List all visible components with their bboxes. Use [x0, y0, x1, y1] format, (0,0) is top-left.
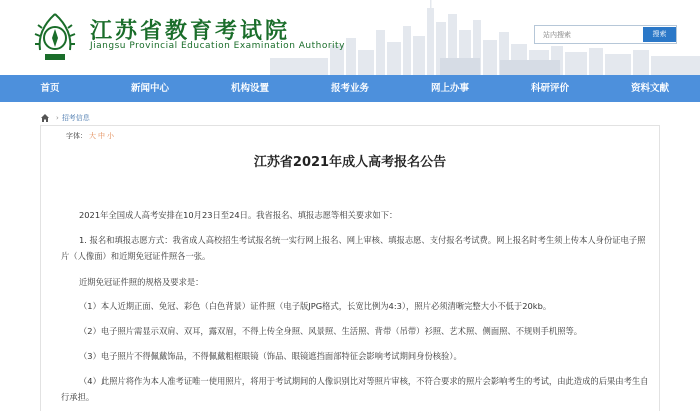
article-paragraph: 1. 报名和填报志愿方式：我省成人高校招生考试报名统一实行网上报名、网上审核、填报志愿、支付报名考试费。网上报名时考生须上传本人身份证电子照片（人像面）和近期免冠证件照各一张。	[61, 235, 646, 261]
search-button[interactable]: 搜索	[643, 27, 676, 42]
article-paragraph: （4）此照片将作为本人准考证唯一使用照片，将用于考试期间的人像识别比对等照片审核，不符合要求的照片会影响考生的考试，由此造成的后果由考生自行承担。	[61, 376, 649, 402]
font-size-large[interactable]: 大	[89, 132, 96, 140]
article-container	[40, 125, 660, 411]
nav-item-exam-services[interactable]: 报考业务	[330, 83, 369, 94]
site-subtitle: Jiangsu Provincial Education Examination Authority	[90, 41, 345, 51]
article-paragraph: （3）电子照片不得佩戴饰品，不得佩戴粗框眼镜（饰品、眼镜遮挡面部特征会影响考试期间身份核验）。	[79, 351, 462, 361]
home-icon[interactable]	[40, 113, 50, 123]
nav-item-organization[interactable]: 机构设置	[230, 83, 269, 94]
search-box	[534, 25, 677, 44]
nav-item-documents[interactable]: 资料文献	[630, 83, 669, 94]
article-title: 江苏省2021年成人高考报名公告	[253, 155, 447, 170]
font-size-small[interactable]: 小	[107, 132, 114, 140]
breadcrumb	[40, 111, 90, 125]
emblem-icon	[30, 10, 80, 64]
nav-item-home[interactable]: 首页	[40, 83, 60, 94]
site-title: 江苏省教育考试院	[90, 19, 291, 44]
breadcrumb-current[interactable]: 招考信息	[61, 114, 90, 122]
article-paragraph: 近期免冠证件照的规格及要求是：	[79, 277, 204, 287]
nav-item-research[interactable]: 科研评价	[530, 83, 569, 94]
site-header	[0, 0, 700, 75]
article-paragraph: 2021年全国成人高考安排在10月23日至24日。我省报名、填报志愿等相关要求如下：	[79, 210, 398, 220]
search-input[interactable]	[535, 26, 641, 43]
nav-item-news-center[interactable]: 新闻中心	[130, 83, 169, 94]
breadcrumb-separator: ›	[56, 114, 59, 122]
nav-item-online-services[interactable]: 网上办事	[430, 83, 469, 94]
font-size-medium[interactable]: 中	[98, 132, 105, 140]
article-paragraph: （2）电子照片需显示双肩、双耳，露双眉，不得上传全身照、风景照、生活照、背带（吊带）衫照、艺术照、侧面照、不规则手机照等。	[79, 326, 583, 336]
main-nav	[0, 75, 700, 102]
font-size-label: 字体：	[66, 132, 87, 140]
font-size-selector	[66, 131, 114, 141]
article-paragraph: （1）本人近期正面、免冠、彩色（白色背景）证件照（电子版JPG格式，长宽比例为4:3），照片必须清晰完整大小不低于20kb。	[79, 301, 552, 311]
